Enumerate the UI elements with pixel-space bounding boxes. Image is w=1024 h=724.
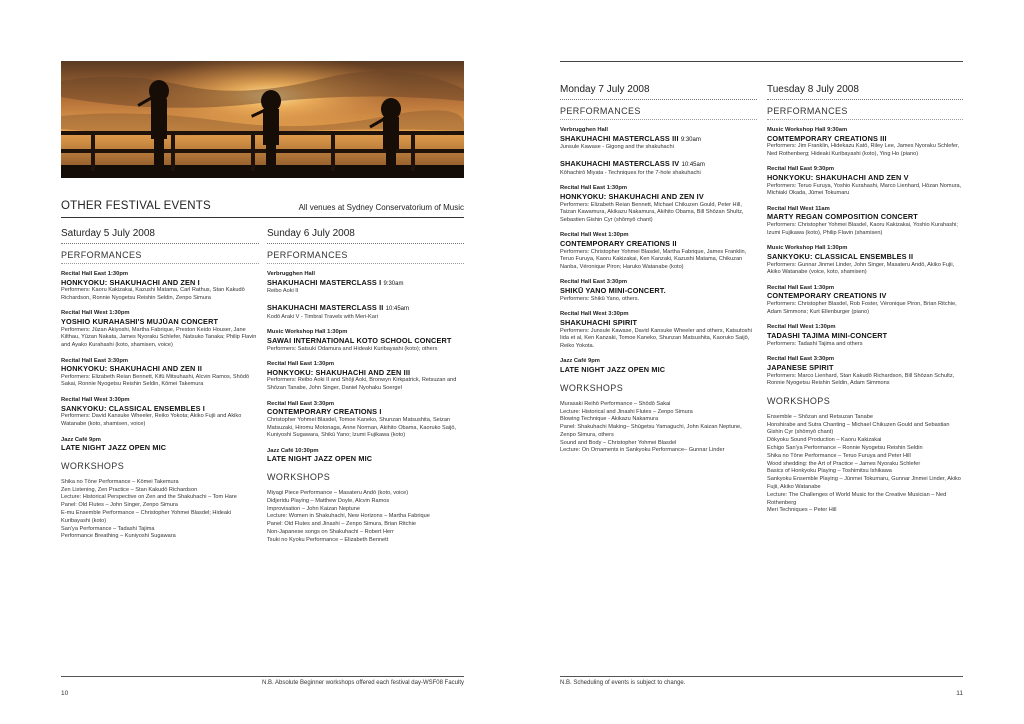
workshop-item: Honshirabe and Sutra Chanting – Michael Chikuzen Gould and Sebastian Gishin Cyr (shōmyō chant) (767, 421, 950, 436)
event-entry (560, 311, 757, 350)
workshop-item: Shika no Tōne Performance – Teruo Furuya and Peter Hill (767, 452, 911, 459)
page-number: 10 (61, 690, 69, 697)
event-venue: Recital Hall East 3:30pm (767, 356, 835, 363)
event-detail: Performers: Christopher Yohmei Blasdel, Kaoru Kakizakai, Yoshio Kurahashi; Izumi Fujikawa (koto), Philip Flavin (shamisen) (767, 222, 958, 236)
event-entry (61, 271, 259, 302)
event-title: JAPANESE SPIRIT (767, 362, 834, 372)
event-title: COMTEMPORARY CREATIONS III (767, 133, 887, 143)
event-entry (767, 324, 963, 348)
workshop-item: Wood shedding: the Art of Practice – James Nyoraku Schlefer (767, 460, 921, 467)
event-detail: Performers: Reibo Aoki II and Shōji Aoki, Bronwyn Kirkpatrick, Retsuzan and Shōzan Tanabe, John Singer, Daniel Nyohaku Soergel (267, 377, 457, 392)
workshop-item: Meri Techniques – Peter Hill (767, 507, 837, 514)
day-date: Saturday 5 July 2008 (61, 228, 259, 244)
workshop-item: Miyagi Piece Performance – Masateru Andō (koto, voice) (267, 490, 409, 497)
event-title: LATE NIGHT JAZZ OPEN MIC (267, 454, 373, 464)
event-entry (267, 304, 464, 321)
workshop-item: Lecture: Historical and Jinashi Flutes – Zenpo Simura (560, 408, 693, 415)
event-entry (560, 358, 757, 374)
event-detail: Junsule Kawase - Gigong and the shakuhachi (560, 144, 674, 151)
event-title (267, 279, 464, 289)
event-title: SAWAI INTERNATIONAL KOTO SCHOOL CONCERT (267, 335, 452, 345)
event-entry (61, 397, 259, 428)
event-detail: Performers: Marco Lienhard, Stan Kakudō Richardson, Bill Shōzan Schultz, Ronnie Nyogetsu Reishin Seldin, Adam Simmons (767, 372, 955, 387)
event-time: 10:45am (681, 161, 705, 168)
event-venue: Music Workshop Hall 1:30pm (267, 329, 348, 336)
workshops-heading: WORKSHOPS (767, 395, 831, 406)
event-title: HONKYOKU: SHAKUHACHI AND ZEN IV (560, 191, 704, 201)
workshop-item: Shika no Tōne Performance – Kōmei Takemura (61, 478, 179, 485)
event-title: HONKYOKU: SHAKUHACHI AND ZEN III (267, 367, 411, 377)
section-heading: PERFORMANCES (61, 250, 259, 264)
event-venue: Recital Hall East 3:30pm (560, 279, 628, 286)
event-title-text: SHAKUHACHI MASTERCLASS I (267, 277, 382, 287)
event-title: HONKYOKU: SHAKUHACHI AND ZEN I (61, 277, 200, 287)
workshop-item: Echigo San'ya Performance – Ronnie Nyogetsu Reishin Seldin (767, 444, 923, 451)
event-venue: Recital Hall East 3:30pm (61, 357, 129, 364)
top-rule (560, 61, 963, 62)
footnote: N.B. Scheduling of events is subject to change. (560, 680, 686, 686)
workshop-item: Tsuki no Kyoku Performance – Elizabeth Bennett (267, 536, 389, 543)
event-title-text: SHAKUHACHI MASTERCLASS IV (560, 158, 680, 168)
workshop-item: Panel: Old Flutes and Jinashi – Zenpo Simura, Brian Ritchie (267, 521, 416, 528)
venues-note: All venues at Sydney Conservatorium of Music (298, 203, 464, 212)
workshop-item: Performance Breathing – Kuniyoshi Sugawara (61, 533, 176, 540)
workshop-item: Blowing Technique - Akikazu Nakamura (560, 416, 659, 423)
workshop-item: Panel: Old Flutes – John Singer, Zenpo Simura (61, 502, 178, 509)
workshop-item: Lecture: On Ornaments in Sankyoku Performance– Gunnar Linder (560, 447, 725, 454)
event-entry (560, 232, 757, 271)
section-heading: PERFORMANCES (267, 250, 464, 264)
event-detail: Performers: Tadashi Tajima and others (767, 340, 863, 347)
event-title: SHIKŪ YANO MINI-CONCERT. (560, 285, 666, 295)
event-venue: Jazz Café 9pm (560, 358, 600, 365)
event-venue: Recital Hall West 1:30pm (767, 324, 836, 331)
event-entry (560, 127, 757, 152)
event-venue: Verbrugghen Hall (267, 271, 315, 277)
event-venue: Recital Hall East 1:30pm (61, 271, 129, 277)
workshop-item: Panel: Shakuhachi Making– Shūgetsu Yamaguchi, John Kaizan Neptune, Zenpo Simura, others (560, 424, 742, 438)
event-time: 9:30am (383, 280, 404, 287)
workshops-heading: WORKSHOPS (560, 382, 624, 393)
event-detail: Kodō Araki V - Timbral Travels with Meri-Kari (267, 313, 378, 320)
footer-rule (61, 676, 464, 677)
event-title (267, 304, 464, 314)
event-detail: Performers: Christopher Yohmei Blasdel, Martha Fabrique, James Franklin, Teruo Furuya, Kaoru Kakizakai, Ken Kanzaki, Kazushi Matama, Chikuzan Nanba, Véronique Piron; Haruko Watanabe (koto) (560, 248, 747, 270)
event-title (560, 135, 757, 145)
section-heading: PERFORMANCES (560, 106, 757, 120)
event-time: 9:30am (680, 136, 701, 143)
workshop-item: Sound and Body – Christopher Yohmei Blasdel (560, 439, 677, 446)
event-title: SANKYOKU: CLASSICAL ENSEMBLES I (61, 403, 205, 413)
event-title-text: SHAKUHACHI MASTERCLASS II (267, 302, 384, 312)
event-venue: Jazz Café 9pm (61, 436, 101, 443)
workshop-item: Ensemble – Shōzan and Retsuzan Tanabe (767, 413, 873, 420)
event-detail: Performers: Elizabeth Reian Bennett, Michael Chikuzen Gould, Peter Hill, Taizan Kawamura, Akikazu Nakamura, Akihito Obama, Bill Shōzan Shultz, Sebastien Gishin Cyr (shōmyō chant) (560, 201, 744, 223)
workshop-item: Sankyoku Ensemble Playing – Jūnmei Tokumaru, Gunnar Jinmei Linder, Akiko Fujii, Akiko Watanabe (767, 476, 961, 490)
workshops-heading: WORKSHOPS (61, 460, 125, 471)
event-detail: Performers: Jim Franklin, Hidekazu Katō, Riley Lee, James Nyoraku Schlefer, Ned Rothenberg; Hideaki Kuribayashi (koto), Ying Ho (piano) (767, 143, 960, 157)
day-date: Sunday 6 July 2008 (267, 228, 464, 244)
workshops-heading: WORKSHOPS (267, 472, 331, 483)
sunset-performers-photo (61, 61, 464, 178)
header-rule (61, 217, 464, 218)
event-entry (767, 166, 963, 197)
event-title: SANKYOKU: CLASSICAL ENSEMBLES II (767, 251, 914, 261)
workshop-item: Improvisation – John Kaizan Neptune (267, 505, 360, 512)
event-title: CONTEMPORARY CREATIONS IV (767, 291, 887, 301)
workshop-item: E-mu Ensemble Performance – Christopher Yohmei Blasdel; Hideaki Kuribayashi (koto) (61, 510, 232, 524)
section-heading: PERFORMANCES (767, 106, 963, 120)
monday-column (560, 84, 757, 455)
event-performers: Performers: Kaoru Kakizakai, Kazushi Matama, Carl Rathus, Stan Kakudō Richardson, Ronnie Nyogetsu Reishin Seldin, Zenpo Simura (61, 287, 245, 301)
event-venue: Recital Hall West 1:30pm (61, 310, 130, 317)
event-performers: Performers: Jūzan Akiyoshi, Martha Fabrique, Preston Keido Houser, Jane Kilthau, Yūzan Nakata, James Nyoraku Schlefer, Natsuko Tanaka; Philip Flavin and Ayako Kurahashi (koto, shamisen, voice) (61, 326, 257, 348)
workshop-item: Dōkyoku Sound Production – Kaoru Kakizakai (767, 437, 882, 444)
event-title: HONKYOKU: SHAKUHACHI AND ZEN V (767, 172, 909, 182)
event-entry (61, 437, 259, 453)
event-entry (61, 310, 259, 349)
sunset-photo-graphic (61, 61, 464, 178)
day-date: Monday 7 July 2008 (560, 84, 757, 100)
footer-rule (560, 676, 963, 677)
event-venue: Recital Hall East 1:30pm (267, 361, 335, 368)
event-title: TADASHI TAJIMA MINI-CONCERT (767, 330, 888, 340)
workshop-item: Murasaki Reihō Performance – Shōdō Sakai (560, 400, 671, 407)
event-entry (267, 401, 464, 440)
event-entry (267, 329, 464, 353)
day-date: Tuesday 8 July 2008 (767, 84, 963, 100)
workshop-item: Lecture: Historical Perspective on Zen and the Shakuhachi – Tom Hare (61, 494, 237, 501)
event-title: SHAKUHACHI SPIRIT (560, 317, 638, 327)
saturday-column (61, 228, 259, 541)
event-entry (767, 127, 963, 158)
event-entry (560, 185, 757, 224)
event-title: LATE NIGHT JAZZ OPEN MIC (560, 364, 666, 374)
page-number: 11 (956, 690, 963, 697)
workshop-item: Zen Listening, Zen Practice – Stan Kakudō Richardson (61, 486, 198, 493)
event-venue: Recital Hall East 1:30pm (560, 185, 628, 192)
event-detail: Performers: Junsule Kawase, David Kansuke Wheeler and others, Katsutoshi Iida et al, Ken Kanzaki, Tomoe Kaneko, Shunzan Matsushita, Kaoruko Saijō, Reiko Yokota. (560, 327, 752, 349)
event-performers: Performers: Elizabeth Reian Bennett, Kifū Mitsuhashi, Alcvin Ramos, Shōdō Sakai, Ronnie Nyogetsu Reishin Seldin, Kōmei Takemura (61, 373, 250, 388)
event-performers: Performers: David Kansuke Wheeler, Reiko Yokota; Akiko Fujii and Akiko Watanabe (koto, shamisen, voice) (61, 413, 242, 427)
event-entry (767, 245, 963, 276)
event-entry (267, 271, 464, 296)
event-title-text: SHAKUHACHI MASTERCLASS III (560, 133, 679, 143)
event-venue: Recital Hall East 1:30pm (767, 284, 835, 291)
tuesday-column (767, 84, 963, 515)
event-detail: Reibo Aoki II (267, 288, 299, 295)
event-entry (267, 448, 464, 464)
event-venue: Recital Hall West 1:30pm (560, 232, 629, 239)
event-venue: Music Workshop Hall 1:30pm (767, 245, 848, 252)
event-detail: Performers: Satsuki Odamura and Hideaki Kuribayashi (koto); others (267, 345, 438, 352)
workshop-item: San'ya Performance – Tadashi Tajima (61, 525, 155, 532)
event-detail: Performers: Shikū Yano, others. (560, 295, 640, 302)
event-title: YOSHIO KURAHASHI'S MUJŪAN CONCERT (61, 316, 219, 326)
event-detail: Performers: Teruo Furuya, Yoshio Kurahashi, Marco Lienhard, Hōzan Nomura, Michiaki Okada, Jūmei Tokumaru (767, 182, 962, 197)
workshop-item: Basics of Honkyoku Playing – Toshimitsu Ishikawa (767, 468, 892, 475)
event-title: CONTEMPORARY CREATIONS II (560, 238, 677, 248)
event-venue: Recital Hall West 3:30pm (560, 311, 629, 318)
sunday-column (267, 228, 464, 545)
event-title (560, 160, 757, 170)
event-time: 10:45am (385, 305, 409, 312)
event-venue: Recital Hall West 11am (767, 205, 830, 212)
event-detail: Christopher Yohmei Blasdel, Tomoe Kaneko, Shunzan Matsushita, Seizan Matsuzaki, Hiromu Motonaga, Anne Norman, Akihito Obama, Kaoruko Saijō, Kuniyoshi Sugawara, Shikū Yano; Izumi Fujikawa (koto) (267, 416, 457, 439)
event-venue: Recital Hall East 3:30pm (267, 400, 335, 407)
event-venue: Music Workshop Hall 9:30am (767, 127, 848, 133)
event-title: CONTEMPORARY CREATIONS I (267, 407, 382, 417)
event-title: HONKYOKU: SHAKUHACHI AND ZEN II (61, 364, 202, 374)
page-section-title: OTHER FESTIVAL EVENTS (61, 200, 211, 212)
event-venue: Recital Hall East 9:30pm (767, 166, 835, 173)
event-title: MARTY REGAN COMPOSITION CONCERT (767, 212, 918, 222)
event-entry (61, 358, 259, 389)
event-detail: Performers: Christopher Blasdel, Rob Foster, Véronique Piron, Brian Ritchie, Adam Simmons; Kurt Ellenburger (piano) (767, 301, 957, 315)
event-entry (560, 160, 757, 177)
workshop-item: Lecture: Women in Shakuhachi, New Horizons – Martha Fabrique (267, 513, 430, 520)
event-detail: Performers: Gunnar Jinmei Linder, John Singer, Masateru Andō, Akiko Fujii, Akiko Watanabe (voice, koto, shamisen) (767, 261, 955, 276)
event-entry (560, 279, 757, 303)
workshop-item: Lecture: The Challenges of World Music for the Creative Musician – Ned Rothenberg (767, 491, 947, 506)
event-entry (767, 285, 963, 316)
workshop-item: Non-Japanese songs on Shakuhachi – Robert Herr (267, 529, 394, 536)
event-detail: Kōhachirō Miyata - Techniques for the 7-hole shakuhachi (560, 169, 701, 176)
event-title: LATE NIGHT JAZZ OPEN MIC (61, 443, 167, 453)
event-venue: Jazz Café 10:30pm (267, 447, 319, 454)
event-entry (267, 361, 464, 392)
event-entry (767, 356, 963, 387)
footnote: N.B. Absolute Beginner workshops offered each festival day-WSF08 Faculty (262, 680, 464, 686)
event-entry (767, 206, 963, 237)
event-venue: Verbrugghen Hall (560, 127, 608, 133)
workshop-item: Didjeridu Playing – Matthew Doyle, Alcvin Ramos (267, 497, 390, 504)
event-venue: Recital Hall West 3:30pm (61, 397, 130, 404)
